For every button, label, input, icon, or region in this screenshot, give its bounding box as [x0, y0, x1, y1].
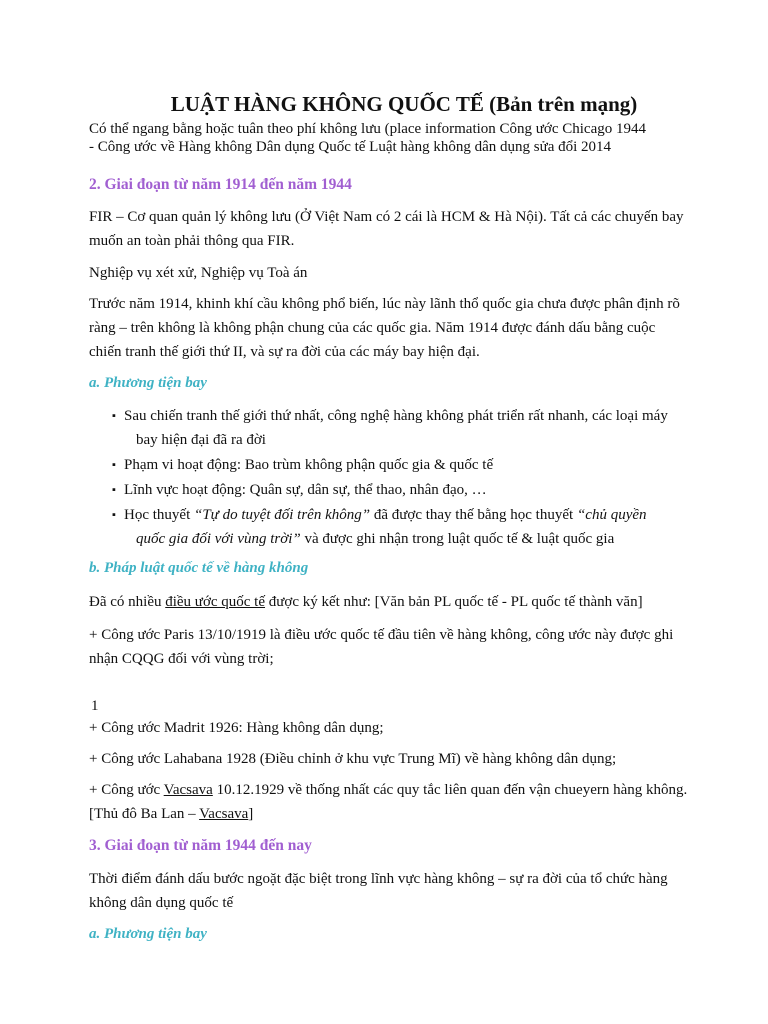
intro-paragraph: Có thể ngang bằng hoặc tuân theo phí không lưu (place information Công ước Chicago 1944 - Công ước về Hàng không Dân dụng Quốc tế Luật hàng không dân dụng sửa đổi 2014	[89, 121, 646, 155]
paragraph-truoc-1914: Trước năm 1914, khinh khí cầu không phổ biến, lúc này lãnh thổ quốc gia chưa được phân định rõ ràng – trên không là không phận chung của các quốc gia. Năm 1914 được đánh dấu bằng cuộc chiến tranh thế giới thứ II, và sự ra đời của các máy bay hiện đại.	[89, 296, 680, 360]
paragraph-fir: FIR – Cơ quan quản lý không lưu (Ở Việt Nam có 2 cái là HCM & Hà Nội). Tất cả các chuyến bay muốn an toàn phải thông qua FIR.	[89, 209, 684, 249]
list-item: ▪ Sau chiến tranh thế giới thứ nhất, công nghệ hàng không phát triển rất nhanh, các loại máy bay hiện đại đã ra đời	[112, 404, 682, 452]
subsection-b-heading: b. Pháp luật quốc tế về hàng không	[89, 560, 309, 576]
subsection-a-heading: a. Phương tiện bay	[89, 375, 207, 391]
paragraph-lahabana-1928: + Công ước Lahabana 1928 (Điều chỉnh ở khu vực Trung Mĩ) về hàng không dân dụng;	[89, 751, 617, 767]
paragraph-paris-1919: + Công ước Paris 13/10/1919 là điều ước quốc tế đầu tiên về hàng không, công ước này được ghi nhận CQQG đối với vùng trời;	[89, 627, 674, 667]
paragraph-dieu-uoc: Đã có nhiều điều ước quốc tế được ký kết như: [Văn bản PL quốc tế - PL quốc tế thành văn]	[89, 594, 643, 610]
list-item: ▪ Phạm vi hoạt động: Bao trùm không phận quốc gia & quốc tế	[112, 453, 682, 477]
paragraph-vacsava-1929: + Công ước Vacsava 10.12.1929 về thống nhất các quy tắc liên quan đến vận chueyern hàng không. [Thủ đô Ba Lan – Vacsava]	[89, 782, 688, 822]
title-main: LUẬT HÀNG KHÔNG QUỐC TẾ	[170, 92, 484, 116]
paragraph-nghiep-vu: Nghiệp vụ xét xử, Nghiệp vụ Toà án	[89, 265, 308, 281]
section-2-heading: 2. Giai đoạn từ năm 1914 đến năm 1944	[89, 176, 352, 193]
paragraph-madrit-1926: + Công ước Madrit 1926: Hàng không dân dụng;	[89, 720, 384, 736]
list-item: ▪ Học thuyết “Tự do tuyệt đối trên không” đã được thay thế bằng học thuyết “chủ quyền quốc gia đối với vùng trời” và được ghi nhận trong luật quốc tế & luật quốc gia	[112, 503, 682, 551]
bullet-list	[112, 404, 682, 552]
list-item: ▪ Lĩnh vực hoạt động: Quân sự, dân sự, thể thao, nhân đạo, …	[112, 478, 682, 502]
paragraph-icao: Thời điểm đánh dấu bước ngoặt đặc biệt trong lĩnh vực hàng không – sự ra đời của tổ chức hàng không dân dụng quốc tế	[89, 871, 668, 911]
section-3-heading: 3. Giai đoạn từ năm 1944 đến nay	[89, 837, 312, 854]
document-title	[0, 92, 768, 117]
title-subtitle: (Bản trên mạng)	[489, 92, 638, 116]
section-3-subsection-a-heading: a. Phương tiện bay	[89, 926, 207, 942]
page-number: 1	[91, 698, 99, 714]
